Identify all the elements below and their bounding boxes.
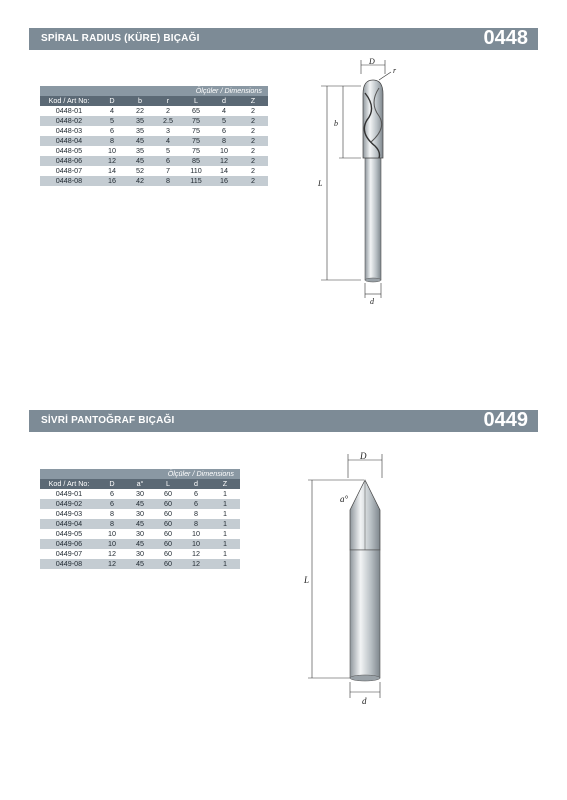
section-header-0448: [29, 28, 538, 50]
table-cell: 8: [210, 136, 238, 146]
table-cell: 60: [154, 519, 182, 529]
column-header: Kod / Art No:: [40, 479, 98, 489]
label-L: L: [318, 179, 323, 188]
table-cell: 60: [154, 499, 182, 509]
table-cell: 2: [238, 126, 268, 136]
table-cell: 6: [182, 489, 210, 499]
table-row: [40, 539, 240, 549]
table-row: [40, 116, 268, 126]
table-cell: 12: [98, 559, 126, 569]
table-cell: 12: [182, 559, 210, 569]
table-row: [40, 126, 268, 136]
article-code-cell: 0448-08: [40, 176, 98, 186]
table-cell: 10: [182, 539, 210, 549]
table-cell: 52: [126, 166, 154, 176]
dimensions-table-0449: [40, 469, 240, 569]
article-code-cell: 0448-06: [40, 156, 98, 166]
table-cell: 60: [154, 559, 182, 569]
column-header: Kod / Art No:: [40, 96, 98, 106]
article-code-cell: 0449-06: [40, 539, 98, 549]
article-code-cell: 0449-07: [40, 549, 98, 559]
table-cell: 45: [126, 136, 154, 146]
table-cell: 10: [182, 529, 210, 539]
article-code-cell: 0448-07: [40, 166, 98, 176]
label-L: L: [304, 575, 310, 585]
table-cell: 35: [126, 126, 154, 136]
section-code: 0449: [483, 409, 528, 431]
table-cell: 2.5: [154, 116, 182, 126]
table-row: [40, 509, 240, 519]
column-header: Z: [238, 96, 268, 106]
column-header: D: [98, 479, 126, 489]
table-cell: 10: [98, 146, 126, 156]
label-r: r: [393, 66, 397, 75]
article-code-cell: 0449-08: [40, 559, 98, 569]
table-cell: 22: [126, 106, 154, 116]
column-header: Z: [210, 479, 240, 489]
table-cell: 8: [182, 519, 210, 529]
table-cell: 2: [238, 136, 268, 146]
section-title: SPİRAL RADIUS (KÜRE) BIÇAĞI: [41, 33, 200, 44]
table-cell: 42: [126, 176, 154, 186]
table-cell: 8: [98, 509, 126, 519]
table-cell: 2: [238, 146, 268, 156]
table-cell: 1: [210, 539, 240, 549]
table-cell: 30: [126, 529, 154, 539]
table-cell: 4: [98, 106, 126, 116]
table-cell: 4: [210, 106, 238, 116]
table-row: [40, 559, 240, 569]
section-code: 0448: [483, 27, 528, 49]
table-cell: 75: [182, 146, 210, 156]
table-cell: 85: [182, 156, 210, 166]
table-cell: 110: [182, 166, 210, 176]
label-a: a°: [340, 494, 349, 504]
table-cell: 1: [210, 519, 240, 529]
article-code-cell: 0449-01: [40, 489, 98, 499]
table-cell: 5: [210, 116, 238, 126]
table-cell: 10: [98, 529, 126, 539]
label-b: b: [334, 119, 338, 128]
label-d: d: [370, 297, 374, 306]
dimensions-table-0448: [40, 86, 268, 186]
table-cell: 60: [154, 529, 182, 539]
table-cell: 5: [98, 116, 126, 126]
table-cell: 14: [98, 166, 126, 176]
column-header: b: [126, 96, 154, 106]
table-cell: 8: [154, 176, 182, 186]
table-cell: 2: [154, 106, 182, 116]
table-cell: 12: [98, 156, 126, 166]
table-cell: 3: [154, 126, 182, 136]
table-cell: 30: [126, 549, 154, 559]
table-cell: 16: [98, 176, 126, 186]
table-cell: 75: [182, 126, 210, 136]
table-row: [40, 489, 240, 499]
table-cell: 6: [210, 126, 238, 136]
column-header: L: [154, 479, 182, 489]
table-row: [40, 529, 240, 539]
table-cell: 2: [238, 176, 268, 186]
article-code-cell: 0448-04: [40, 136, 98, 146]
table-cell: 1: [210, 489, 240, 499]
label-D: D: [369, 58, 375, 66]
article-code-cell: 0449-02: [40, 499, 98, 509]
table-cell: 1: [210, 509, 240, 519]
table-cell: 30: [126, 509, 154, 519]
table-cell: 1: [210, 499, 240, 509]
table-cell: 65: [182, 106, 210, 116]
article-code-cell: 0449-05: [40, 529, 98, 539]
column-header: D: [98, 96, 126, 106]
table-cell: 30: [126, 489, 154, 499]
section-title: SİVRİ PANTOĞRAF BIÇAĞI: [41, 415, 175, 426]
table-row: [40, 519, 240, 529]
table-cell: 6: [154, 156, 182, 166]
article-code-cell: 0448-02: [40, 116, 98, 126]
table-cell: 75: [182, 136, 210, 146]
table-cell: 35: [126, 116, 154, 126]
table-cell: 10: [98, 539, 126, 549]
table-cell: 45: [126, 559, 154, 569]
dimensions-label: Ölçüler / Dimensions: [40, 86, 268, 96]
table-row: [40, 166, 268, 176]
table-row: [40, 549, 240, 559]
table-cell: 8: [98, 519, 126, 529]
table-cell: 8: [98, 136, 126, 146]
table-cell: 4: [154, 136, 182, 146]
table-row: [40, 499, 240, 509]
table-cell: 45: [126, 519, 154, 529]
table-cell: 60: [154, 509, 182, 519]
table-cell: 6: [98, 489, 126, 499]
article-code-cell: 0448-03: [40, 126, 98, 136]
engraving-cutter-drawing: [300, 450, 410, 710]
table-cell: 6: [98, 126, 126, 136]
column-header: a°: [126, 479, 154, 489]
table-cell: 115: [182, 176, 210, 186]
table-cell: 2: [238, 166, 268, 176]
table-cell: 7: [154, 166, 182, 176]
table-cell: 10: [210, 146, 238, 156]
table-cell: 1: [210, 529, 240, 539]
table-cell: 6: [98, 499, 126, 509]
table-cell: 12: [210, 156, 238, 166]
table-cell: 12: [182, 549, 210, 559]
spiral-radius-cutter-drawing: [305, 58, 415, 308]
table-cell: 60: [154, 539, 182, 549]
column-header: d: [182, 479, 210, 489]
table-row: [40, 156, 268, 166]
table-row: [40, 146, 268, 156]
table-cell: 8: [182, 509, 210, 519]
table-row: [40, 136, 268, 146]
table-cell: 2: [238, 106, 268, 116]
table-cell: 2: [238, 156, 268, 166]
table-cell: 75: [182, 116, 210, 126]
table-cell: 1: [210, 549, 240, 559]
table-cell: 45: [126, 499, 154, 509]
table-cell: 1: [210, 559, 240, 569]
article-code-cell: 0448-01: [40, 106, 98, 116]
table-cell: 12: [98, 549, 126, 559]
column-header: L: [182, 96, 210, 106]
column-header: d: [210, 96, 238, 106]
table-cell: 60: [154, 549, 182, 559]
section-header-0449: [29, 410, 538, 432]
label-d: d: [362, 696, 367, 706]
table-cell: 45: [126, 539, 154, 549]
table-cell: 6: [182, 499, 210, 509]
table-cell: 35: [126, 146, 154, 156]
table-cell: 14: [210, 166, 238, 176]
article-code-cell: 0449-03: [40, 509, 98, 519]
article-code-cell: 0449-04: [40, 519, 98, 529]
table-cell: 2: [238, 116, 268, 126]
table-row: [40, 176, 268, 186]
column-header: r: [154, 96, 182, 106]
table-cell: 16: [210, 176, 238, 186]
article-code-cell: 0448-05: [40, 146, 98, 156]
table-cell: 60: [154, 489, 182, 499]
table-row: [40, 106, 268, 116]
label-D: D: [360, 451, 367, 461]
table-cell: 5: [154, 146, 182, 156]
table-cell: 45: [126, 156, 154, 166]
dimensions-label: Ölçüler / Dimensions: [40, 469, 240, 479]
